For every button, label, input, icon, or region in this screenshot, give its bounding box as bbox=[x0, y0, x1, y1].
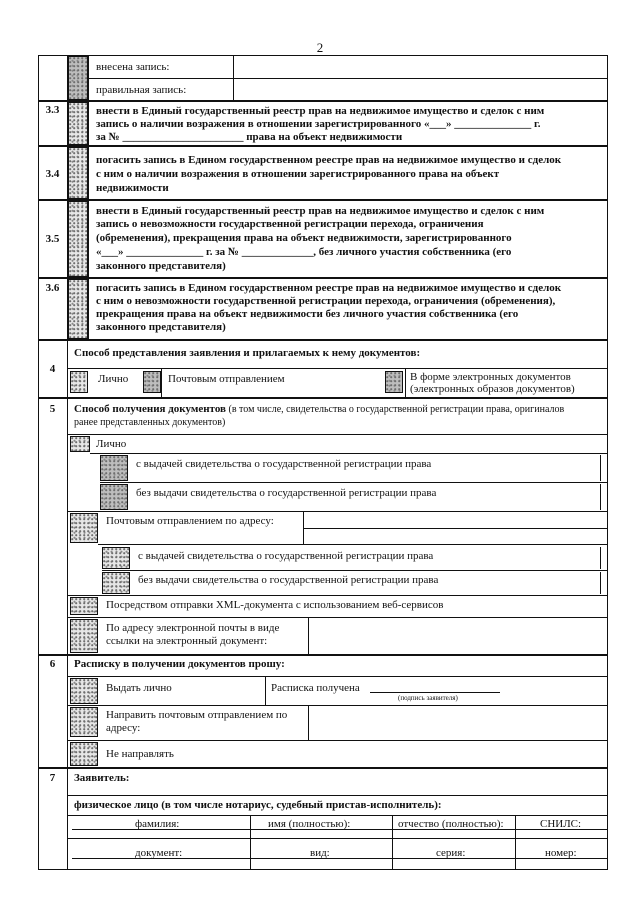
electronic-checkbox[interactable] bbox=[385, 371, 403, 393]
item-number: 3.6 bbox=[45, 282, 60, 294]
item-3-4-line-2: с ним о наличии возражения в отношении зарегистрированного права на объект bbox=[96, 168, 500, 180]
item-3-5-line-1: внести в Единый государственный реестр прав на недвижимое имущество и сделок с ним bbox=[96, 205, 545, 217]
mail-without-cert-label: без выдачи свидетельства о государственной регистрации права bbox=[138, 574, 439, 586]
signature-caption: (подпись заявителя) bbox=[398, 694, 458, 702]
item-number: 3.4 bbox=[45, 168, 60, 180]
signature-line[interactable] bbox=[370, 692, 500, 693]
item-3-5-checkbox[interactable] bbox=[68, 201, 88, 277]
document-label: документ: bbox=[135, 847, 183, 859]
with-cert-label: с выдачей свидетельства о государственной регистрации права bbox=[136, 458, 432, 470]
receive-mail-checkbox[interactable] bbox=[70, 513, 98, 543]
item-3-6-line-3: прекращения права на объект недвижимости без личного участия собственника (его bbox=[96, 308, 519, 320]
opt-electronic-line-2: (электронных образов документов) bbox=[410, 383, 575, 395]
section-5-number: 5 bbox=[49, 403, 56, 415]
item-3-6-line-4: законного представителя) bbox=[96, 321, 226, 333]
item-3-6-line-1: погасить запись в Едином государственном реестре прав на недвижимое имущество и сделок bbox=[96, 282, 562, 294]
item-3-5-line-4: «___» ______________ г. за № _____________, без личного участия собственника (его bbox=[96, 246, 512, 258]
section-7-number: 7 bbox=[49, 772, 56, 784]
item-3-3-line-1: внести в Единый государственный реестр прав на недвижимое имущество и сделок с ним bbox=[96, 105, 545, 117]
snils-label: СНИЛС: bbox=[540, 818, 582, 830]
send-mail-checkbox[interactable] bbox=[70, 707, 98, 737]
item-3-5-line-2: запись о невозможности государственной регистрации перехода, ограничения bbox=[96, 218, 484, 230]
item-3-4-checkbox[interactable] bbox=[68, 147, 88, 199]
do-not-send-label: Не направлять bbox=[106, 748, 174, 760]
without-cert-label: без выдачи свидетельства о государственной регистрации права bbox=[136, 487, 437, 499]
mail-with-cert-label: с выдачей свидетельства о государственной регистрации права bbox=[138, 550, 434, 562]
item-3-3-line-2: запись о наличии возражения в отношении зарегистрированного «___» ______________ г. bbox=[96, 118, 541, 130]
mail-without-cert-checkbox[interactable] bbox=[102, 572, 130, 594]
send-mail-label-line-2: адресу: bbox=[106, 722, 141, 734]
section-7-title: Заявитель: bbox=[74, 772, 130, 784]
section-4-number: 4 bbox=[49, 363, 56, 375]
doc-number-label: номер: bbox=[545, 847, 577, 859]
name-label: имя (полностью): bbox=[268, 818, 351, 830]
item-3-6-checkbox[interactable] bbox=[68, 279, 88, 339]
mail-checkbox[interactable] bbox=[143, 371, 161, 393]
section-5-title-line-2: ранее представленных документов) bbox=[74, 417, 226, 428]
doc-series-label: серия: bbox=[436, 847, 466, 859]
individual-label: физическое лицо (в том числе нотариус, судебный пристав-исполнитель): bbox=[74, 799, 442, 811]
without-cert-checkbox[interactable] bbox=[100, 484, 128, 510]
receive-personal-label: Лично bbox=[96, 438, 127, 450]
with-cert-checkbox[interactable] bbox=[100, 455, 128, 481]
issue-personal-label: Выдать лично bbox=[106, 682, 172, 694]
item-3-4-line-1: погасить запись в Едином государственном реестре прав на недвижимое имущество и сделок bbox=[96, 154, 562, 166]
surname-label: фамилия: bbox=[135, 818, 180, 830]
receive-personal-checkbox[interactable] bbox=[70, 436, 90, 452]
xml-checkbox[interactable] bbox=[70, 597, 98, 615]
correct-record-label: правильная запись: bbox=[96, 84, 187, 96]
item-number: 3.3 bbox=[45, 104, 60, 116]
send-mail-label-line-1: Направить почтовым отправлением по bbox=[106, 709, 288, 721]
opt-mail: Почтовым отправлением bbox=[168, 373, 285, 385]
item-3-3-checkbox[interactable] bbox=[68, 102, 88, 145]
section-5-title-rest: (в том числе, свидетельства о государственной регистрации права, оригиналов bbox=[225, 404, 565, 415]
email-label-line-1: По адресу электронной почты в виде bbox=[106, 622, 280, 634]
entered-record-label: внесена запись: bbox=[96, 61, 170, 73]
mail-with-cert-checkbox[interactable] bbox=[102, 547, 130, 569]
item-3-5-line-3: (обременения), прекращения права на объект недвижимости, зарегистрированного bbox=[96, 232, 512, 244]
section-5-title bbox=[74, 403, 564, 416]
page-number: 2 bbox=[316, 40, 324, 55]
item-3-3-line-3: за № ______________________ права на объект недвижимости bbox=[96, 131, 403, 143]
xml-label: Посредством отправки XML-документа с использованием веб-сервисов bbox=[106, 599, 444, 611]
section-6-title: Расписку в получении документов прошу: bbox=[74, 658, 285, 670]
section-5-title-bold: Способ получения документов bbox=[74, 403, 226, 415]
section-4-title: Способ представления заявления и прилагаемых к нему документов: bbox=[74, 347, 421, 359]
email-checkbox[interactable] bbox=[70, 619, 98, 653]
issue-personal-checkbox[interactable] bbox=[70, 678, 98, 704]
item-3-4-line-3: недвижимости bbox=[96, 182, 169, 194]
item-3-5-line-5: законного представителя) bbox=[96, 260, 226, 272]
receive-mail-label: Почтовым отправлением по адресу: bbox=[106, 515, 274, 527]
email-label-line-2: ссылки на электронный документ: bbox=[106, 635, 268, 647]
patronymic-label: отчество (полностью): bbox=[398, 818, 504, 830]
section-6-number: 6 bbox=[49, 658, 56, 670]
do-not-send-checkbox[interactable] bbox=[70, 742, 98, 766]
opt-electronic-line-1: В форме электронных документов bbox=[410, 371, 571, 383]
opt-personal: Лично bbox=[98, 373, 129, 385]
shaded-checkbox[interactable] bbox=[68, 56, 88, 100]
item-number: 3.5 bbox=[45, 233, 60, 245]
personal-checkbox[interactable] bbox=[70, 371, 88, 393]
receipt-received-label: Расписка получена bbox=[271, 682, 360, 694]
item-3-6-line-2: с ним о невозможности государственной регистрации перехода, ограничения (обременения), bbox=[96, 295, 556, 307]
doc-type-label: вид: bbox=[310, 847, 330, 859]
